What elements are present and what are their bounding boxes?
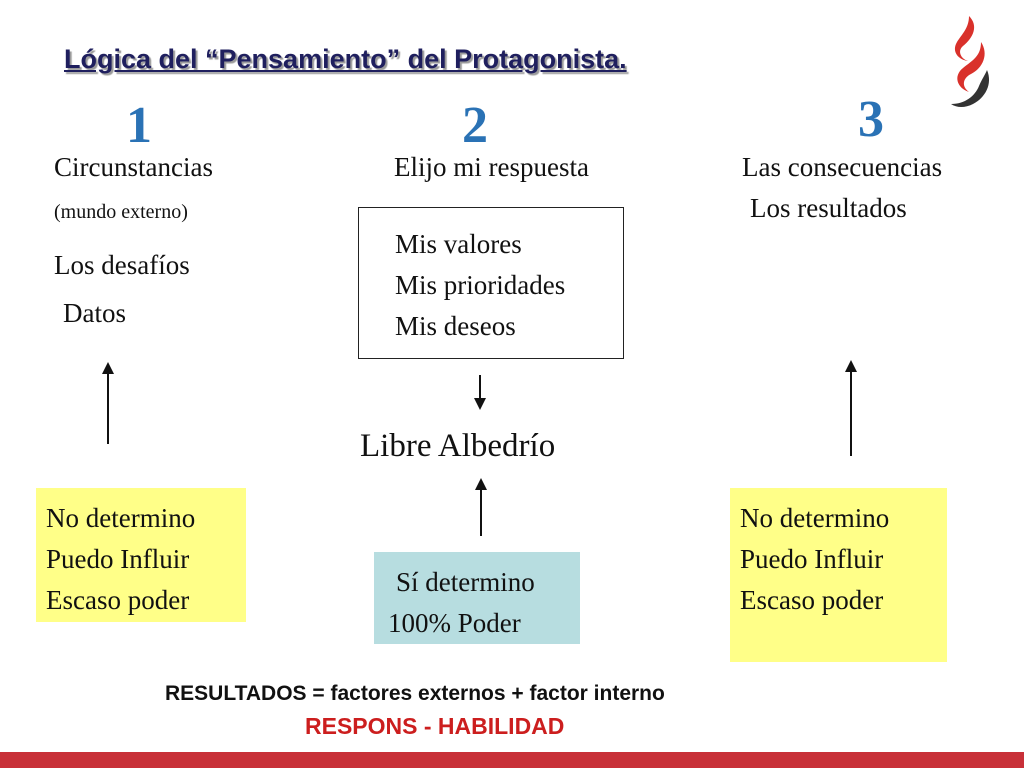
free-will-label: Libre Albedrío	[360, 428, 556, 464]
yellow-box-left	[36, 488, 246, 622]
step-number-1: 1	[126, 97, 152, 154]
blue-box-center	[374, 552, 580, 644]
arrow-up-left	[107, 372, 109, 444]
slide-title: Lógica del “Pensamiento” del Protagonista.	[64, 44, 627, 74]
item-priorities: Mis prioridades	[395, 270, 566, 300]
box-left-line-2: Puedo Influir	[46, 544, 190, 574]
flame-logo-icon	[935, 12, 995, 110]
step-number-3: 3	[858, 91, 884, 148]
box-right-line-2: Puedo Influir	[740, 544, 884, 574]
arrow-up-right	[850, 370, 852, 456]
box-left-line-3: Escaso poder	[46, 585, 190, 615]
item-challenges: Los desafíos	[54, 250, 190, 280]
responsibility-label: RESPONS - HABILIDAD	[305, 713, 565, 739]
results-formula: RESULTADOS = factores externos + factor interno	[165, 682, 665, 705]
item-desires: Mis deseos	[395, 311, 516, 341]
subheading-external-world: (mundo externo)	[54, 201, 188, 223]
heading-choose-response: Elijo mi respuesta	[394, 152, 589, 182]
footer-bar	[0, 752, 1024, 768]
box-center-line-1: Sí determino	[396, 567, 535, 597]
step-number-2: 2	[462, 97, 488, 154]
values-box	[358, 207, 624, 359]
arrow-up-center	[480, 488, 482, 536]
box-center-line-2: 100% Poder	[388, 608, 521, 638]
heading-consequences: Las consecuencias	[742, 152, 943, 182]
item-data: Datos	[63, 298, 126, 328]
heading-circumstances: Circunstancias	[54, 152, 213, 182]
item-values: Mis valores	[395, 229, 522, 259]
subheading-results: Los resultados	[750, 193, 907, 223]
box-left-line-1: No determino	[46, 503, 196, 533]
box-right-line-3: Escaso poder	[740, 585, 884, 615]
box-right-line-1: No determino	[740, 503, 890, 533]
arrow-down-center	[479, 375, 481, 400]
yellow-box-right	[730, 488, 947, 662]
